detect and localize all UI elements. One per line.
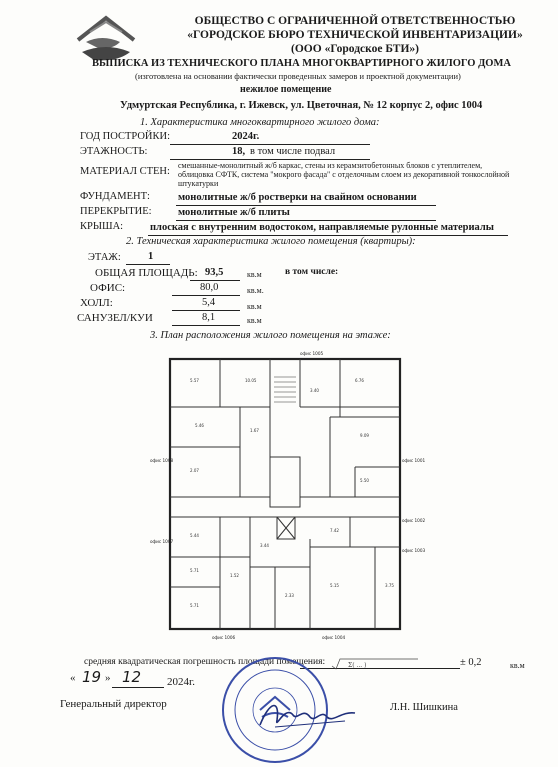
foundation-label: ФУНДАМЕНТ: [80, 191, 150, 202]
area-value: 93,5 [205, 267, 224, 278]
org-name-line1: ОБЩЕСТВО С ОГРАНИЧЕННОЙ ОТВЕТСТВЕННОСТЬЮ [194, 15, 516, 27]
wc-underline [172, 325, 240, 326]
plan-label-office-1006: офис 1006 [212, 635, 236, 640]
svg-text:2.07: 2.07 [190, 468, 199, 473]
premises-type: нежилое помещение [240, 84, 332, 95]
handwritten-signature [255, 695, 365, 735]
date-month: 12 [122, 668, 142, 686]
floor-value: 1 [148, 251, 154, 262]
section3-heading: 3. План расположения жилого помещения на этаже: [150, 330, 391, 341]
date-quote-close: » [105, 672, 111, 684]
svg-text:7.42: 7.42 [330, 528, 339, 533]
svg-text:5.57: 5.57 [190, 378, 199, 383]
slab-value: монолитные ж/б плиты [178, 207, 290, 218]
svg-text:5.71: 5.71 [190, 603, 199, 608]
office-unit: кв.м. [247, 286, 264, 295]
svg-text:3.44: 3.44 [260, 543, 269, 548]
svg-text:3.40: 3.40 [310, 388, 319, 393]
floor-plan [150, 347, 426, 640]
signer-name: Л.Н. Шишкина [390, 702, 458, 713]
slab-underline [176, 220, 436, 221]
svg-text:2.33: 2.33 [285, 593, 294, 598]
svg-text:6.76: 6.76 [355, 378, 364, 383]
plan-label-office-1005: офис 1005 [300, 351, 324, 356]
svg-text:5.71: 5.71 [190, 568, 199, 573]
plan-label-office-1007: офис 1007 [150, 539, 174, 544]
wc-value: 8,1 [202, 312, 216, 323]
wc-unit: кв.м [247, 316, 262, 325]
svg-text:1.52: 1.52 [230, 573, 239, 578]
plan-label-office-1008: офис 1008 [150, 458, 174, 463]
svg-text:3.75: 3.75 [385, 583, 394, 588]
svg-text:10.05: 10.05 [245, 378, 257, 383]
plan-label-office-1001: офис 1001 [402, 458, 426, 463]
svg-text:1.67: 1.67 [250, 428, 259, 433]
year-underline [170, 144, 370, 145]
svg-text:9.09: 9.09 [360, 433, 369, 438]
walls-line3: штукатурки [178, 179, 219, 188]
foundation-underline [176, 205, 436, 206]
office-value: 80,0 [200, 282, 219, 293]
plan-label-office-1002: офис 1002 [402, 518, 426, 523]
year-label: ГОД ПОСТРОЙКИ: [80, 131, 171, 142]
floors-underline [170, 159, 370, 160]
hall-underline [172, 310, 240, 311]
address: Удмуртская Республика, г. Ижевск, ул. Цветочная, № 12 корпус 2, офис 1004 [120, 100, 483, 111]
org-name-line2: «ГОРОДСКОЕ БЮРО ТЕХНИЧЕСКОЙ ИНВЕНТАРИЗАЦИИ» [187, 29, 523, 41]
accuracy-label: средняя квадратическая погрешность площади помещения: [84, 657, 326, 667]
slab-label: ПЕРЕКРЫТИЕ: [80, 206, 152, 217]
floors-value: 18, [232, 146, 246, 157]
hall-unit: кв.м [247, 302, 262, 311]
area-unit: кв.м [247, 270, 262, 279]
accuracy-value: ± 0,2 [460, 657, 482, 668]
svg-text:5.44: 5.44 [190, 533, 199, 538]
area-underline [190, 280, 240, 281]
hall-value: 5,4 [202, 297, 216, 308]
floors-note: в том числе подвал [250, 146, 336, 157]
floors-label: ЭТАЖНОСТЬ: [80, 146, 148, 157]
office-label: ОФИС: [90, 282, 126, 294]
walls-label: МАТЕРИАЛ СТЕН: [80, 166, 170, 177]
floor-underline [126, 264, 170, 265]
date-day: 19 [82, 668, 102, 686]
date-quote-open: « [70, 672, 76, 684]
section2-heading: 2. Техническая характеристика жилого помещения (квартиры): [126, 236, 416, 247]
plan-label-office-1004: офис 1004 [322, 635, 346, 640]
accuracy-unit: кв.м [510, 661, 525, 670]
area-note: в том числе: [285, 267, 339, 277]
svg-text:5.15: 5.15 [330, 583, 339, 588]
office-underline [172, 295, 240, 296]
document-title: ВЫПИСКА ИЗ ТЕХНИЧЕСКОГО ПЛАНА МНОГОКВАРТИРНОГО ЖИЛОГО ДОМА [92, 58, 511, 69]
plan-label-office-1003: офис 1003 [402, 548, 426, 553]
svg-text:Σ( ... ): Σ( ... ) [348, 662, 367, 669]
roof-label: КРЫША: [80, 221, 124, 232]
foundation-value: монолитные ж/б ростверки на свайном основании [178, 192, 417, 203]
year-value: 2024г. [232, 131, 260, 142]
document-subtitle: (изготовлена на основании фактически проведенных замеров и проектной документации) [135, 71, 461, 81]
walls-line2: облицовка СФТК, система "мокрого фасада" с отделочным слоем из декоративной тонкослойной [178, 170, 510, 179]
roof-value: плоская с внутренним водостоком, направляемые рулонные материалы [150, 222, 494, 233]
svg-text:5.50: 5.50 [360, 478, 369, 483]
floor-label: ЭТАЖ: [88, 252, 121, 263]
signer-position: Генеральный директор [60, 698, 167, 710]
hall-label: ХОЛЛ: [80, 297, 113, 309]
walls-line1: смешанные-монолитный ж/б каркас, стены из керамзитобетонных блоков с утеплителем, [178, 161, 483, 170]
date-month-underline [112, 687, 164, 688]
date-year: 2024г. [167, 676, 196, 688]
accuracy-formula [330, 657, 420, 671]
svg-text:5.46: 5.46 [195, 423, 204, 428]
area-label: ОБЩАЯ ПЛОЩАДЬ: [95, 267, 198, 279]
wc-label: САНУЗЕЛ/КУИ [77, 312, 153, 324]
section1-heading: 1. Характеристика многоквартирного жилого дома: [140, 117, 380, 128]
org-name-line3: (ООО «Городское БТИ») [291, 43, 419, 55]
